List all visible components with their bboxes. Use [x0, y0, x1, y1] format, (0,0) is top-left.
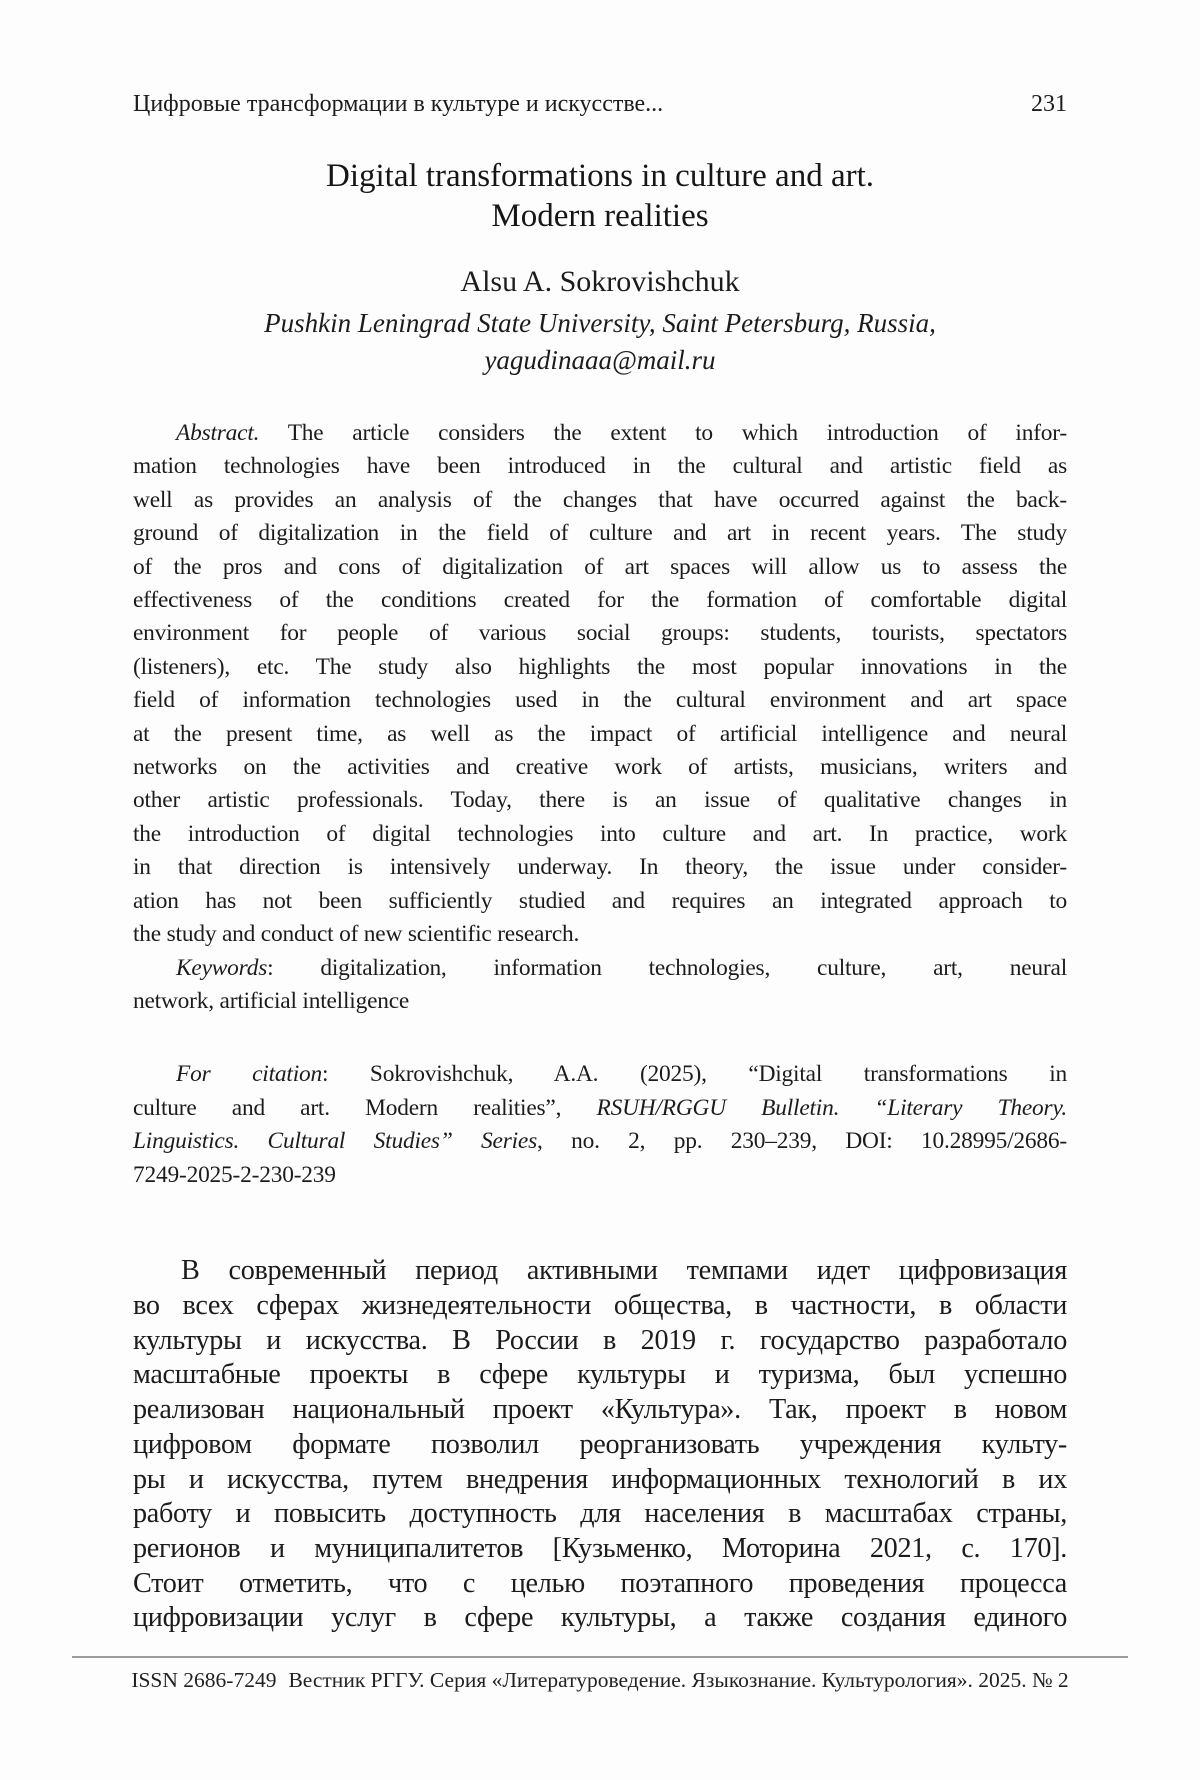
text-line — [133, 751, 1067, 784]
text-segment: effectiveness of the conditions created for the formation of comfortable digital — [133, 587, 1067, 614]
text-line — [133, 952, 1067, 985]
text-segment: in that direction is intensively underway. In theory, the issue under consider- — [133, 854, 1067, 881]
author-name: Alsu A. Sokrovishchuk — [460, 265, 740, 298]
citation-paragraph — [133, 1058, 1067, 1192]
affiliation-line: Pushkin Leningrad State University, Saint Petersburg, Russia, — [264, 308, 936, 338]
text-line — [133, 1428, 1067, 1463]
text-segment: environment for people of various social groups: students, tourists, spectators — [133, 620, 1067, 647]
text-line — [133, 851, 1067, 884]
text-segment: Abstract. — [176, 420, 260, 446]
author-email: yagudinaaa@mail.ru — [484, 345, 716, 375]
text-segment: well as provides an analysis of the changes that have occurred against the back- — [133, 486, 1067, 513]
text-line — [133, 818, 1067, 851]
running-head — [133, 0, 1067, 118]
text-segment: For citation — [176, 1061, 322, 1088]
text-line — [133, 1058, 1067, 1092]
text-segment: Стоит отметить, что с целью поэтапного проведения процесса — [133, 1567, 1067, 1599]
text-line — [133, 1254, 1067, 1289]
article-title-line-1: Digital transformations in culture and art. — [325, 158, 874, 194]
text-line — [133, 484, 1067, 517]
text-segment: ground of digitalization in the field of culture and art in recent years. The study — [133, 520, 1067, 547]
footer-journal: Вестник РГГУ. Серия «Литературоведение. Языкознание. Культурология». 2025. № 2 — [288, 1668, 1069, 1693]
text-segment: other artistic professionals. Today, there is an issue of qualitative changes in — [133, 787, 1067, 814]
text-line — [133, 1532, 1067, 1567]
text-segment: : digitalization, information technologies, culture, art, neural — [267, 954, 1067, 981]
keywords-paragraph — [133, 952, 1067, 1019]
text-line — [133, 1497, 1067, 1532]
text-line — [133, 985, 1067, 1018]
text-segment: 7249-2025-2-230-239 — [133, 1161, 336, 1188]
author-affiliation — [133, 305, 1067, 379]
text-segment: mation technologies have been introduced in the cultural and artistic field as — [133, 453, 1067, 480]
text-segment: цифровом формате позволил реорганизовать учреждения культу- — [133, 1428, 1067, 1460]
text-line — [133, 584, 1067, 617]
article-title — [133, 156, 1067, 236]
text-segment: ры и искусства, путем внедрения информационных технологий в их — [133, 1463, 1067, 1495]
text-segment: networks on the activities and creative work of artists, musicians, writers and — [133, 754, 1067, 781]
text-line — [133, 651, 1067, 684]
text-line — [133, 1092, 1067, 1126]
page-number: 231 — [1031, 91, 1067, 117]
text-segment: (listeners), etc. The study also highlights the most popular innovations in the — [133, 653, 1067, 680]
text-segment: The article considers the extent to which introduction of infor- — [259, 420, 1067, 446]
text-segment: регионов и муниципалитетов [Кузьменко, Моторина 2021, с. 170]. — [133, 1532, 1067, 1564]
text-segment: работу и повысить доступность для населения в масштабах страны, — [133, 1498, 1067, 1530]
text-segment: масштабные проекты в сфере культуры и туризма, был успешно — [133, 1359, 1067, 1391]
body-paragraph-russian — [133, 1254, 1067, 1636]
text-segment: культуры и искусства. В России в 2019 г. государство разработало — [133, 1324, 1067, 1356]
text-segment: во всех сферах жизнедеятельности общества, в частности, в области — [133, 1290, 1067, 1322]
abstract-paragraph — [133, 417, 1067, 952]
text-line — [133, 1358, 1067, 1393]
text-line — [133, 1324, 1067, 1359]
article-title-line-2: Modern realities — [491, 198, 709, 234]
text-segment: at the present time, as well as the impact of artificial intelligence and neural — [133, 720, 1067, 747]
text-line — [133, 517, 1067, 550]
footer — [72, 1667, 1128, 1693]
text-line — [133, 684, 1067, 717]
text-line — [133, 784, 1067, 817]
text-segment: реализован национальный проект «Культура». Так, проект в новом — [133, 1394, 1067, 1426]
text-segment: , no. 2, pp. 230–239, DOI: 10.28995/2686- — [537, 1128, 1068, 1155]
text-segment: цифровизации услуг в сфере культуры, а также создания единого — [133, 1602, 1067, 1634]
text-segment: network, artificial intelligence — [133, 987, 410, 1014]
text-segment: field of information technologies used in the cultural environment and art space — [133, 687, 1067, 714]
text-segment: Linguistics. Cultural Studies” Series — [133, 1128, 538, 1155]
text-segment: the introduction of digital technologies into culture and art. In practice, work — [133, 820, 1067, 847]
text-line — [133, 1289, 1067, 1324]
text-segment: culture and art. Modern realities”, — [133, 1094, 597, 1121]
text-line — [133, 718, 1067, 751]
text-line — [133, 417, 1067, 450]
text-segment: : Sokrovishchuk, A.A. (2025), “Digital transformations in — [321, 1061, 1067, 1088]
text-line — [133, 617, 1067, 650]
text-segment: RSUH/RGGU Bulletin. “Literary Theory. — [596, 1094, 1067, 1121]
text-line — [133, 1393, 1067, 1428]
text-line — [133, 1567, 1067, 1602]
text-line — [133, 1601, 1067, 1636]
footer-rule — [72, 1656, 1128, 1658]
text-line — [133, 1159, 1067, 1193]
text-block — [133, 156, 1067, 1636]
text-line — [133, 1125, 1067, 1159]
text-line — [133, 918, 1067, 951]
text-segment: of the pros and cons of digitalization of art spaces will allow us to assess the — [133, 553, 1067, 580]
text-line — [133, 1463, 1067, 1498]
running-head-title: Цифровые трансформации в культуре и искусстве... — [133, 91, 664, 117]
text-line — [133, 450, 1067, 483]
text-segment: ation has not been sufficiently studied and requires an integrated approach to — [133, 887, 1067, 914]
text-line — [133, 885, 1067, 918]
text-segment: В современный период активными темпами идет цифровизация — [181, 1255, 1067, 1287]
text-segment: the study and conduct of new scientific research. — [133, 921, 580, 948]
text-segment: Keywords — [176, 954, 268, 981]
text-line — [133, 551, 1067, 584]
footer-issn: ISSN 2686-7249 — [131, 1668, 277, 1693]
